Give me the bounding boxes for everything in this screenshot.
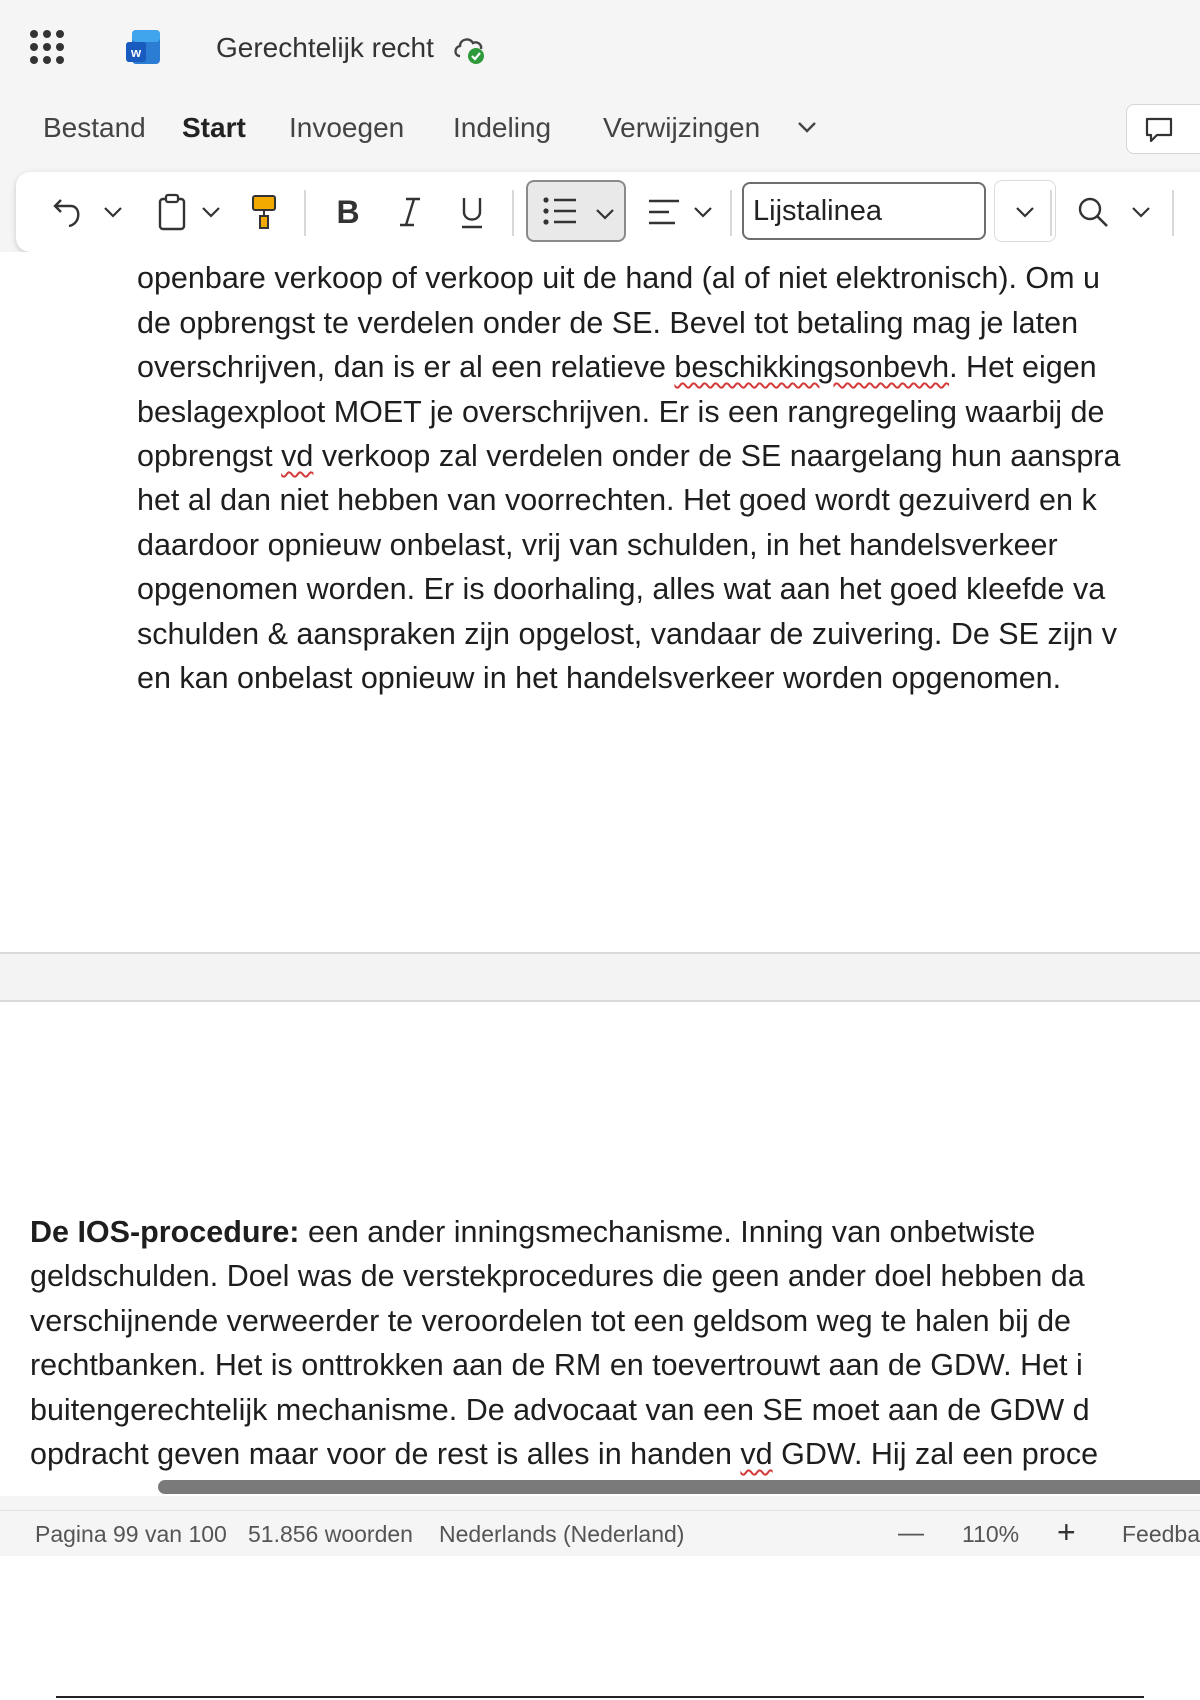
chevron-down-icon xyxy=(594,204,616,224)
svg-text:B: B xyxy=(336,195,360,229)
home-indicator xyxy=(56,1696,1144,1698)
menu-verwijzingen[interactable]: Verwijzingen xyxy=(603,112,761,143)
italic-icon xyxy=(396,195,424,229)
chevron-down-icon xyxy=(1130,202,1152,222)
format-painter-icon xyxy=(249,193,279,231)
zoom-out-button[interactable]: — xyxy=(898,1517,924,1547)
spelling-error[interactable]: beschikkingsonbevh xyxy=(674,350,950,385)
menu-bestand[interactable]: Bestand xyxy=(43,112,146,143)
text-line: en kan onbelast opnieuw in het handelsverkeer worden opgenomen. xyxy=(137,660,1062,695)
page-break xyxy=(0,952,1200,1002)
chevron-down-icon xyxy=(200,202,222,222)
paste-button[interactable] xyxy=(152,172,192,252)
zoom-in-button[interactable]: + xyxy=(1057,1514,1076,1550)
comment-button[interactable] xyxy=(1126,104,1200,154)
text-line: opdracht geven maar voor de rest is alles in handen vd GDW. Hij zal een proce xyxy=(30,1436,1099,1471)
feedback-link[interactable]: Feedba xyxy=(1122,1521,1200,1547)
chevron-down-icon xyxy=(692,202,714,222)
comment-icon xyxy=(1143,115,1175,145)
page-count[interactable]: Pagina 99 van 100 xyxy=(35,1521,227,1547)
find-button[interactable] xyxy=(1070,172,1116,252)
chevron-down-icon xyxy=(1014,202,1036,222)
status-bar xyxy=(0,1510,1200,1556)
underline-button[interactable] xyxy=(450,172,494,252)
paragraph-notaris[interactable] xyxy=(137,252,1120,700)
app-launcher-icon[interactable] xyxy=(30,30,64,64)
bold-button[interactable] xyxy=(326,172,370,252)
menu-bar xyxy=(0,104,1200,154)
find-dropdown[interactable] xyxy=(1124,172,1158,252)
paste-dropdown[interactable] xyxy=(194,172,228,252)
chevron-down-icon xyxy=(102,202,124,222)
underline-icon xyxy=(458,194,486,230)
svg-text:w: w xyxy=(130,45,142,60)
paragraph-ios-procedure[interactable] xyxy=(30,1210,1098,1476)
text-line: beslagexploot MOET je overschrijven. Er is een rangregeling waarbij de xyxy=(137,394,1105,429)
separator xyxy=(1172,190,1174,236)
text-line: de opbrengst te verdelen onder de SE. Bevel tot betaling mag je laten xyxy=(137,305,1079,340)
zoom-level[interactable]: 110% xyxy=(962,1521,1020,1547)
align-icon xyxy=(647,197,681,227)
text-line: rechtbanken. Het is onttrokken aan de RM en toevertrouwt aan de GDW. Het i xyxy=(30,1348,1083,1383)
separator xyxy=(1050,190,1052,236)
bullet-list-icon xyxy=(542,195,578,227)
undo-button[interactable] xyxy=(46,172,90,252)
align-button[interactable] xyxy=(642,172,686,252)
text-line: buitengerechtelijk mechanisme. De advocaat van een SE moet aan de GDW d xyxy=(30,1392,1090,1427)
separator xyxy=(730,190,732,236)
bold-icon xyxy=(334,195,362,229)
bullet-list-button[interactable] xyxy=(526,180,626,242)
horizontal-scrollbar[interactable] xyxy=(158,1480,1200,1494)
separator xyxy=(304,190,306,236)
menu-indeling[interactable]: Indeling xyxy=(453,112,552,143)
section-heading: De IOS-procedure: xyxy=(30,1215,300,1249)
style-dropdown[interactable] xyxy=(994,180,1056,242)
spelling-error[interactable]: vd xyxy=(281,438,314,473)
separator xyxy=(512,190,514,236)
style-input[interactable] xyxy=(742,182,986,240)
style-value: Lijstalinea xyxy=(753,195,882,227)
text-line: De IOS-procedure: een ander inningsmechanisme. Inning van onbetwiste xyxy=(30,1215,1036,1249)
text-line: schulden & aanspraken zijn opgelost, vandaar de zuivering. De SE zijn v xyxy=(137,616,1117,651)
text-line: geldschulden. Doel was de verstekprocedures die geen ander doel hebben da xyxy=(30,1259,1085,1294)
language-indicator[interactable]: Nederlands (Nederland) xyxy=(439,1521,685,1547)
document-title[interactable]: Gerechtelijk recht xyxy=(216,32,434,63)
spelling-error[interactable]: vd xyxy=(740,1436,773,1471)
text-line: overschrijven, dan is er al een relatieve beschikkingsonbevh. Het eigen xyxy=(137,350,1097,385)
text-line: daardoor opnieuw onbelast, vrij van schulden, in het handelsverkeer xyxy=(137,527,1058,562)
more-chevron-icon[interactable] xyxy=(794,114,820,140)
word-count[interactable]: 51.856 woorden xyxy=(248,1521,413,1547)
word-logo-icon xyxy=(124,28,162,68)
cloud-saved-icon[interactable] xyxy=(452,32,488,66)
undo-dropdown[interactable] xyxy=(96,172,130,252)
italic-button[interactable] xyxy=(388,172,432,252)
find-icon xyxy=(1076,195,1110,229)
text-line: het al dan niet hebben van voorrechten. Het goed wordt gezuiverd en k xyxy=(137,483,1097,518)
text-line: opgenomen worden. Er is doorhaling, alles wat aan het goed kleefde va xyxy=(137,572,1106,607)
menu-start[interactable]: Start xyxy=(182,112,246,143)
menu-invoegen[interactable]: Invoegen xyxy=(289,112,405,143)
text-line: opbrengst vd verkoop zal verdelen onder de SE naargelang hun aanspra xyxy=(137,438,1121,473)
undo-icon xyxy=(51,194,85,230)
clipboard-icon xyxy=(157,193,187,231)
ribbon-toolbar xyxy=(16,172,1200,252)
title-bar xyxy=(0,0,1200,96)
align-dropdown[interactable] xyxy=(686,172,720,252)
text-line: openbare verkoop of verkoop uit de hand (al of niet elektronisch). Om u xyxy=(137,261,1100,296)
format-painter-button[interactable] xyxy=(244,172,284,252)
document-canvas[interactable] xyxy=(0,252,1200,1496)
text-line: verschijnende verweerder te veroordelen tot een geldsom weg te halen bij de xyxy=(30,1303,1072,1338)
